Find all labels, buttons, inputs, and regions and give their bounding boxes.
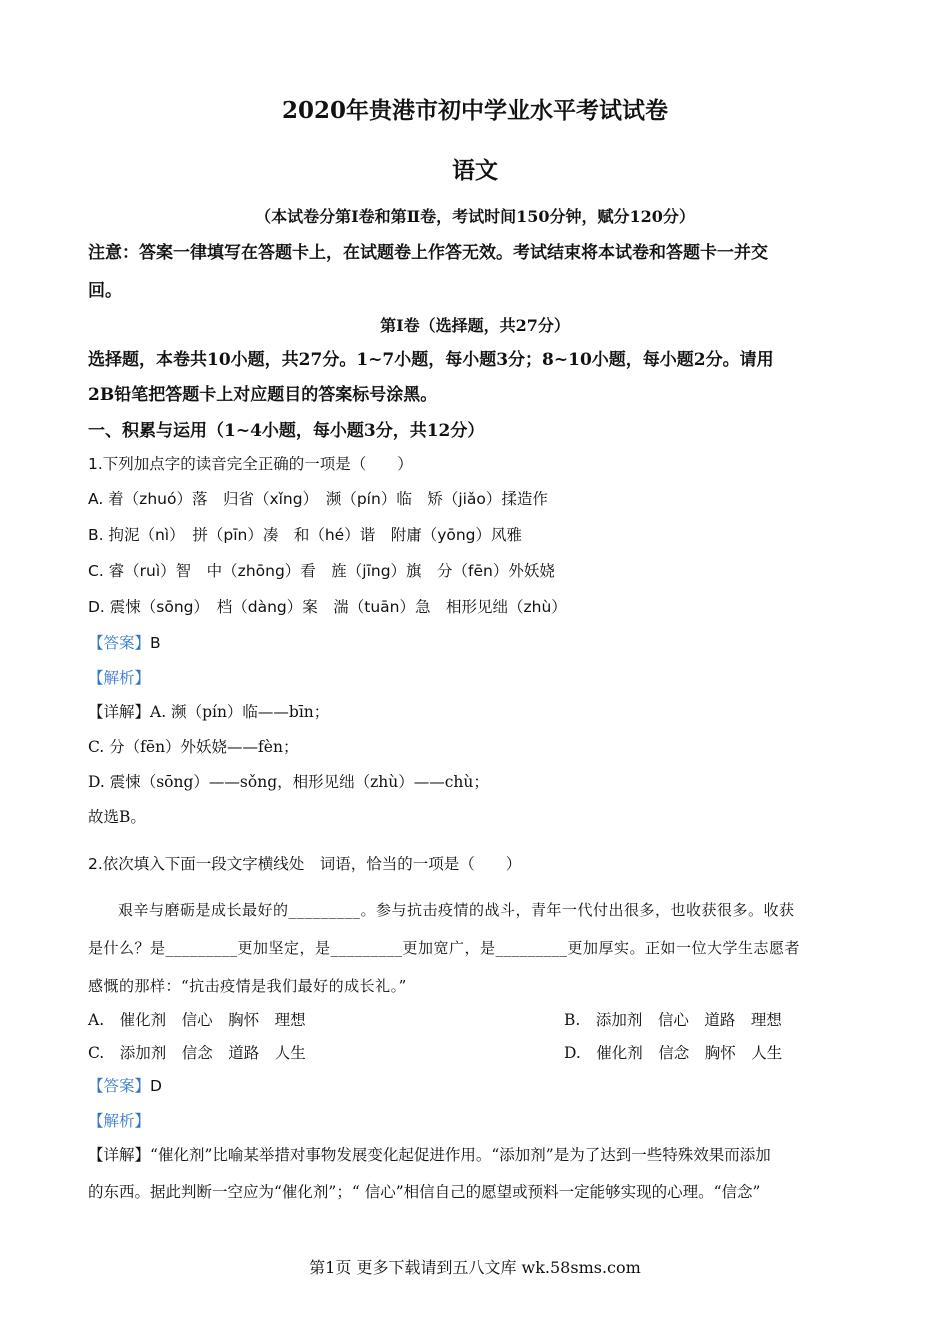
q2-options-row-2: [88, 1041, 862, 1063]
q2-detail-label: 【详解】: [88, 1146, 151, 1164]
q2-detail-line-2: 的东西。据此判断一空应为“催化剂”；“ 信心”相信自己的愿望或预料一定能够实现的心理。“信念”: [88, 1183, 761, 1201]
q2-option-c: C. 添加剂 信念 道路 人生: [88, 1044, 306, 1062]
q2-answer-label: 【答案】: [88, 1077, 151, 1095]
q1-answer-label: 【答案】: [88, 634, 151, 652]
exam-info: （本试卷分第Ⅰ卷和第Ⅱ卷，考试时间150分钟，赋分120分）: [255, 207, 695, 226]
q2-analysis-label: 【解析】: [88, 1112, 151, 1130]
q1-option-d: D. 震悚（sōng） 档（dàng）案 湍（tuān）急 相形见绌（zhù）: [88, 598, 567, 616]
q2-stem: 2.依次填入下面一段文字横线处 词语，恰当的一项是（ ）: [88, 855, 522, 873]
part1-instruction-line-2: 2B铅笔把答题卡上对应题目的答案标号涂黑。: [88, 385, 438, 405]
q1-detail-label: 【详解】: [88, 703, 151, 721]
q2-detail: [88, 1143, 862, 1165]
q1-detail-line-2: C. 分（fēn）外妖娆——fèn；: [88, 738, 299, 756]
q1-detail: [88, 700, 862, 722]
q1-answer: [88, 631, 862, 653]
q1-option-a: A. 着（zhuó）落 归省（xǐng） 濒（pín）临 矫（jiǎo）揉造作: [88, 490, 548, 508]
q1-answer-value: B: [150, 634, 161, 652]
q2-passage-line-1: 艰辛与磨砺是成长最好的_________。参与抗击疫情的战斗，青年一代付出很多，也收获很多。收获: [118, 901, 795, 919]
notice-line-2: 回。: [88, 281, 122, 301]
q2-option-d: D. 催化剂 信念 胸怀 人生: [564, 1044, 783, 1062]
q1-detail-line-3: D. 震悚（sōng）——sǒng，相形见绌（zhù）——chù；: [88, 773, 489, 791]
q2-option-b: B. 添加剂 信心 道路 理想: [564, 1011, 782, 1029]
q2-options-row-1: [88, 1008, 862, 1030]
q2-passage-line-3: 感慨的那样：“抗击疫情是我们最好的成长礼。”: [88, 977, 407, 995]
q1-analysis-label: 【解析】: [88, 669, 151, 687]
q2-detail-line-1: “催化剂”比喻某举措对事物发展变化起促进作用。“添加剂”是为了达到一些特殊效果而添加: [150, 1146, 771, 1164]
q1-option-b: B. 拘泥（nì） 拼（pīn）凑 和（hé）谐 附庸（yōng）风雅: [88, 526, 523, 544]
part1-heading: 第Ⅰ卷（选择题，共27分）: [380, 316, 570, 335]
page-footer: 第1页 更多下载请到五八文库 wk.58sms.com: [309, 1258, 641, 1277]
section1-heading: 一、积累与运用（1~4小题，每小题3分，共12分）: [88, 421, 485, 441]
q2-answer-value: D: [150, 1077, 162, 1095]
q1-option-c: C. 睿（ruì）智 中（zhōng）看 旌（jīng）旗 分（fēn）外妖娆: [88, 562, 555, 580]
exam-subject: 语文: [452, 157, 498, 184]
q2-option-a: A. 催化剂 信心 胸怀 理想: [88, 1011, 306, 1029]
q1-detail-line-4: 故选B。: [88, 808, 146, 826]
q1-stem: 1.下列加点字的读音完全正确的一项是（ ）: [88, 455, 413, 473]
q2-passage-line-2: 是什么？是_________更加坚定，是_________更加宽广，是_________更加厚实。正如一位大学生志愿者: [88, 939, 801, 957]
part1-instruction-line-1: 选择题，本卷共10小题，共27分。1~7小题，每小题3分；8~10小题，每小题2分。请用: [88, 350, 774, 370]
q2-answer: [88, 1074, 862, 1096]
q1-detail-line-1: A. 濒（pín）临——bīn；: [150, 703, 330, 721]
notice-line-1: 注意：答案一律填写在答题卡上，在试题卷上作答无效。考试结束将本试卷和答题卡一并交: [88, 243, 768, 263]
exam-title: 2020年贵港市初中学业水平考试试卷: [281, 97, 668, 124]
